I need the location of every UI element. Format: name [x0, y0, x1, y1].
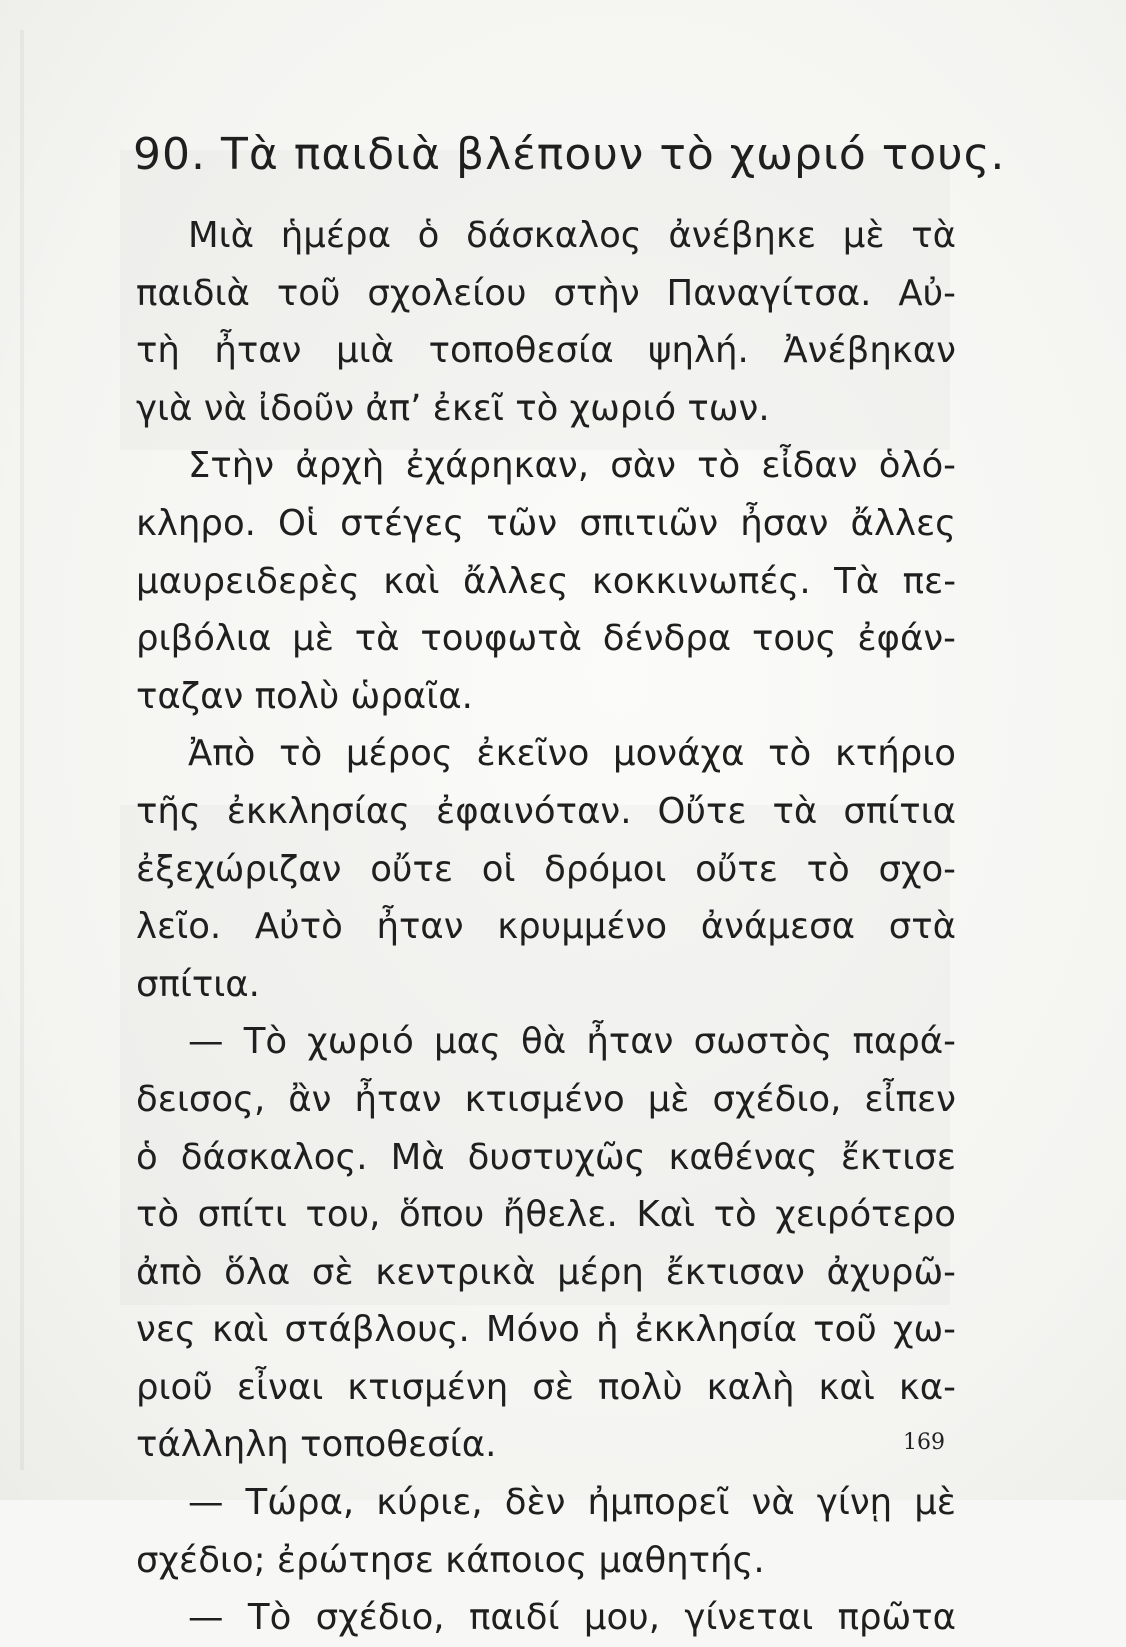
text-line: μαυρειδερὲς καὶ ἄλλες κοκκινωπές. Τὰ πε-	[136, 560, 956, 602]
text-line: σπίτια.	[136, 963, 260, 1005]
text-line: δεισος, ἂν ἦταν κτισμένο μὲ σχέδιο, εἶπεν	[136, 1078, 956, 1120]
paragraph	[136, 1013, 956, 1474]
text-line: ἀπὸ ὅλα σὲ κεντρικὰ μέρη ἔκτισαν ἀχυρῶ-	[136, 1251, 956, 1293]
paragraph	[136, 1589, 956, 1647]
text-line: Στὴν ἀρχὴ ἐχάρηκαν, σὰν τὸ εἶδαν ὁλό-	[188, 445, 956, 487]
text-line: κληρο. Οἱ στέγες τῶν σπιτιῶν ἦσαν ἄλλες	[136, 502, 956, 544]
body-text	[136, 207, 956, 1647]
text-line: ταζαν πολὺ ὡραῖα.	[136, 675, 473, 717]
text-line: νες καὶ στάβλους. Μόνο ἡ ἐκκλησία τοῦ χω-	[136, 1309, 956, 1351]
text-line: — Τὸ χωριό μας θὰ ἦταν σωστὸς παρά-	[188, 1021, 956, 1063]
text-line: ριβόλια μὲ τὰ τουφωτὰ δένδρα τους ἐφάν-	[136, 618, 956, 660]
text-line: γιὰ νὰ ἰδοῦν ἀπ’ ἐκεῖ τὸ χωριό των.	[136, 387, 770, 429]
text-line: τάλληλη τοποθεσία.	[136, 1424, 497, 1466]
text-line: λεῖο. Αὐτὸ ἦταν κρυμμένο ἀνάμεσα στὰ	[136, 906, 956, 948]
page-number: 169	[903, 1430, 945, 1455]
text-line: Ἀπὸ τὸ μέρος ἐκεῖνο μονάχα τὸ κτήριο	[188, 733, 956, 775]
text-line: τῆς ἐκκλησίας ἐφαινόταν. Οὔτε τὰ σπίτια	[136, 790, 956, 832]
text-line: Μιὰ ἡμέρα ὁ δάσκαλος ἀνέβηκε μὲ τὰ	[188, 215, 956, 256]
paragraph	[136, 207, 956, 437]
paragraph	[136, 437, 956, 725]
paragraph	[136, 725, 956, 1013]
text-line: τὸ σπίτι του, ὅπου ἤθελε. Καὶ τὸ χειρότερο	[136, 1194, 956, 1236]
text-line: — Τὸ σχέδιο, παιδί μου, γίνεται πρῶτα	[188, 1597, 956, 1639]
text-line: — Τώρα, κύριε, δὲν ἠμπορεῖ νὰ γίνῃ μὲ	[188, 1482, 956, 1524]
text-line: παιδιὰ τοῦ σχολείου στὴν Παναγίτσα. Αὐ-	[136, 272, 956, 314]
text-line: σχέδιο; ἐρώτησε κάποιος μαθητής.	[136, 1539, 765, 1581]
binding-edge-shadow	[20, 30, 24, 1470]
paragraph	[136, 1474, 956, 1589]
text-line: τὴ ἦταν μιὰ τοποθεσία ψηλή. Ἀνέβηκαν	[136, 330, 956, 372]
text-line: ἐξεχώριζαν οὔτε οἱ δρόμοι οὔτε τὸ σχο-	[136, 848, 956, 890]
lesson-heading: 90. Τὰ παιδιὰ βλέπουν τὸ χωριό τους.	[133, 129, 1006, 180]
text-line: ὁ δάσκαλος. Μὰ δυστυχῶς καθένας ἔκτισε	[136, 1136, 956, 1178]
text-line: ριοῦ εἶναι κτισμένη σὲ πολὺ καλὴ καὶ κα-	[136, 1366, 956, 1408]
